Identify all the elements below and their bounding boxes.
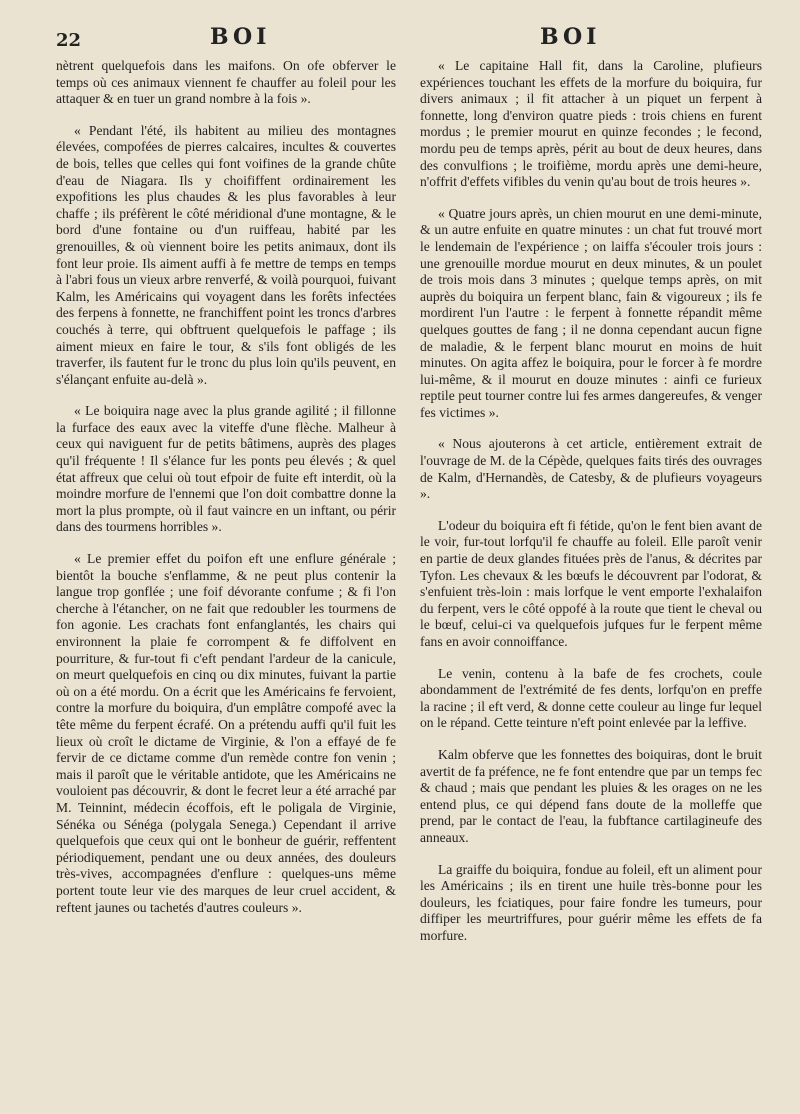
page-number: 22 xyxy=(56,30,82,51)
paragraph: « Pendant l'été, ils habitent au milieu des montagnes élevées, compofées de pierres calcaires, incultes & couvertes de bois, telles que celles qui font voifines de la grande chûte d'eau de Niagara. Ils y choififfent ordinairement les expofitions les plus chaudes & les plus favorables à leur chaffe ; ils préfèrent le côté méridional d'une montagne, & le bord d'une fontaine ou d'un ruiffeau, habité par les grenouilles, & où viennent boire les petits animaux, dont ils font leur proie. Ils aiment auffi à fe mettre de temps en temps à l'abri fous un vieux arbre renverfé, & voilà pourquoi, fuivant Kalm, les Américains qui voyagent dans les forêts infectées des ferpens à fonnette, ne franchiffent point les troncs d'arbres couchés à terre, qui obftruent quelquefois le paffage ; ils aiment mieux en faire le tour, & s'ils font obligés de les traverfer, ils fautent fur le tronc du plus loin qu'ils peuvent, en s'élançant enfuite au-delà ». xyxy=(56,122,396,387)
running-head-left: BOI xyxy=(210,24,271,50)
paragraph: « Nous ajouterons à cet article, entièrement extrait de l'ouvrage de M. de la Cépède, quelques faits tirés des ouvrages de Kalm, d'Hernandès, de Catesby, & de plufieurs voyageurs ». xyxy=(420,436,762,502)
paragraph: nètrent quelquefois dans les maifons. On ofe obferver le temps où ces animaux viennent fe chauffer au foleil pour les attaquer & en tuer un grand nombre à la fois ». xyxy=(56,58,396,107)
paragraph: Le venin, contenu à la bafe de fes crochets, coule abondamment de l'extrémité de fes dents, lorfqu'on en preffe la racine ; il eft verd, & donne cette couleur au linge fur lequel on le répand. Cette teinture n'eft point enlevée par la leffive. xyxy=(420,665,762,731)
paragraph: Kalm obferve que les fonnettes des boiquiras, dont le bruit avertit de fa préfence, ne fe font entendre que par un temps fec & chaud ; mais que pendant les pluies & les orages on ne les entend plus, ce qui dépend fans doute de la molleffe que prend, par le contact de l'eau, la fubftance cartilagineufe des anneaux. xyxy=(420,746,762,845)
paragraph: « Le capitaine Hall fit, dans la Caroline, plufieurs expériences touchant les effets de la morfure du boiquira, fur divers animaux ; il fit attacher à un piquet un ferpent à fonnette, long d'environ quatre pieds : trois chiens en furent mordus ; le premier mourut en quinze fecondes ; le fecond, mordu peu de temps après, périt au bout de deux heures, dans des convulfions ; le troifième, mordu après une demi-heure, n'offrit d'effets vifibles du venin qu'au bout de trois heures ». xyxy=(420,58,762,190)
paragraph: L'odeur du boiquira eft fi fétide, qu'on le fent bien avant de le voir, fur-tout lorfqu'il fe chauffe au foleil. Elle paroît venir en partie de deux glandes fituées près de l'anus, & décrites par Tyfon. Les chevaux & les bœufs le découvrent par l'odorat, & s'enfuient très-loin : mais lorfque le vent emporte l'exhalaifon du ferpent, vers le côté oppofé à la route que tient le cheval ou le bœuf, celui-ci va quelquefois jufques fur le ferpent même fans en avoir connoiffance. xyxy=(420,517,762,649)
right-column xyxy=(420,58,762,960)
left-column xyxy=(56,58,396,931)
paragraph: « Le premier effet du poifon eft une enflure générale ; bientôt la bouche s'enflamme, & ne peut plus contenir la langue trop gonflée ; une foif dévorante confume ; & fi l'on cherche à l'étancher, on ne fait que redoubler les tourmens de fon agonie. Les crachats font enfanglantés, les chairs qui environnent la plaie fe corrompent & fe diffolvent en pourriture, & fur-tout fi c'eft pendant l'ardeur de la canicule, on meurt quelquefois en cinq ou dix minutes, fuivant la partie où on a été mordu. On a écrit que les Américains fe fervoient, contre la morfure du boiquira, d'un emplâtre compofé avec la tête même du ferpent écrafé. On a prétendu auffi qu'il fuit les lieux où croît le dictame de Virginie, & l'on a effayé de fe fervir de ce dictame comme d'un remède contre fon venin ; mais il paroît que le véritable antidote, que les Américains ne vouloient pas découvrir, & dont le fecret leur a été arraché par M. Teinnint, médecin écoffois, eft le poligala de Virginie, Sénéka ou Sénéga (polygala Senega.) Cependant il arrive quelquefois que ceux qui ont le bonheur de guérir, reffentent périodiquement, pendant une ou deux années, des douleurs très-vives, accompagnées d'enflure : quelques-uns même portent toute leur vie des marques de leur cruel accident, & reftent jaunes ou tachetés d'autres couleurs ». xyxy=(56,551,396,915)
running-head-right: BOI xyxy=(540,24,601,50)
paragraph: La graiffe du boiquira, fondue au foleil, eft un aliment pour les Américains ; ils en tirent une huile très-bonne pour les douleurs, les fciatiques, pour faire fondre les tumeurs, pour diffiper les meurtriffures, pour guérir même les effets de fa morfure. xyxy=(420,861,762,943)
paragraph: « Quatre jours après, un chien mourut en une demi-minute, & un autre enfuite en quatre minutes : un chat fut trouvé mort le lendemain de l'expérience ; on laiffa s'écouler trois jours : une grenouille mordue mourut en deux minutes, & un poulet de trois mois dans 3 minutes ; quelque temps après, on mit auprès du boiquira un ferpent blanc, fain & vigoureux ; ils fe mordirent l'un l'autre : le ferpent à fonnette répandit même quelques gouttes de fang ; il ne donna cependant aucun figne de maladie, & le ferpent blanc mourut en moins de huit minutes. On agita affez le boiquira, pour le forcer à fe mordre lui-même, & il mourut en douze minutes : ainfi ce furieux reptile peut tourner contre lui fes armes dangereufes, & venger fes victimes ». xyxy=(420,205,762,420)
paragraph: « Le boiquira nage avec la plus grande agilité ; il fillonne la furface des eaux avec la viteffe d'une flèche. Malheur à ceux qui naviguent fur de petits bâtimens, auprès des plages qu'il fréquente ! Il s'élance fur les ponts peu élevés ; & quel état affreux que celui où tout efpoir de fuite eft interdit, où la moindre morfure de l'ennemi que l'on doit combattre donne la mort la plus prompte, où il faut vaincre en un inftant, ou périr dans des tourmens horribles ». xyxy=(56,403,396,535)
